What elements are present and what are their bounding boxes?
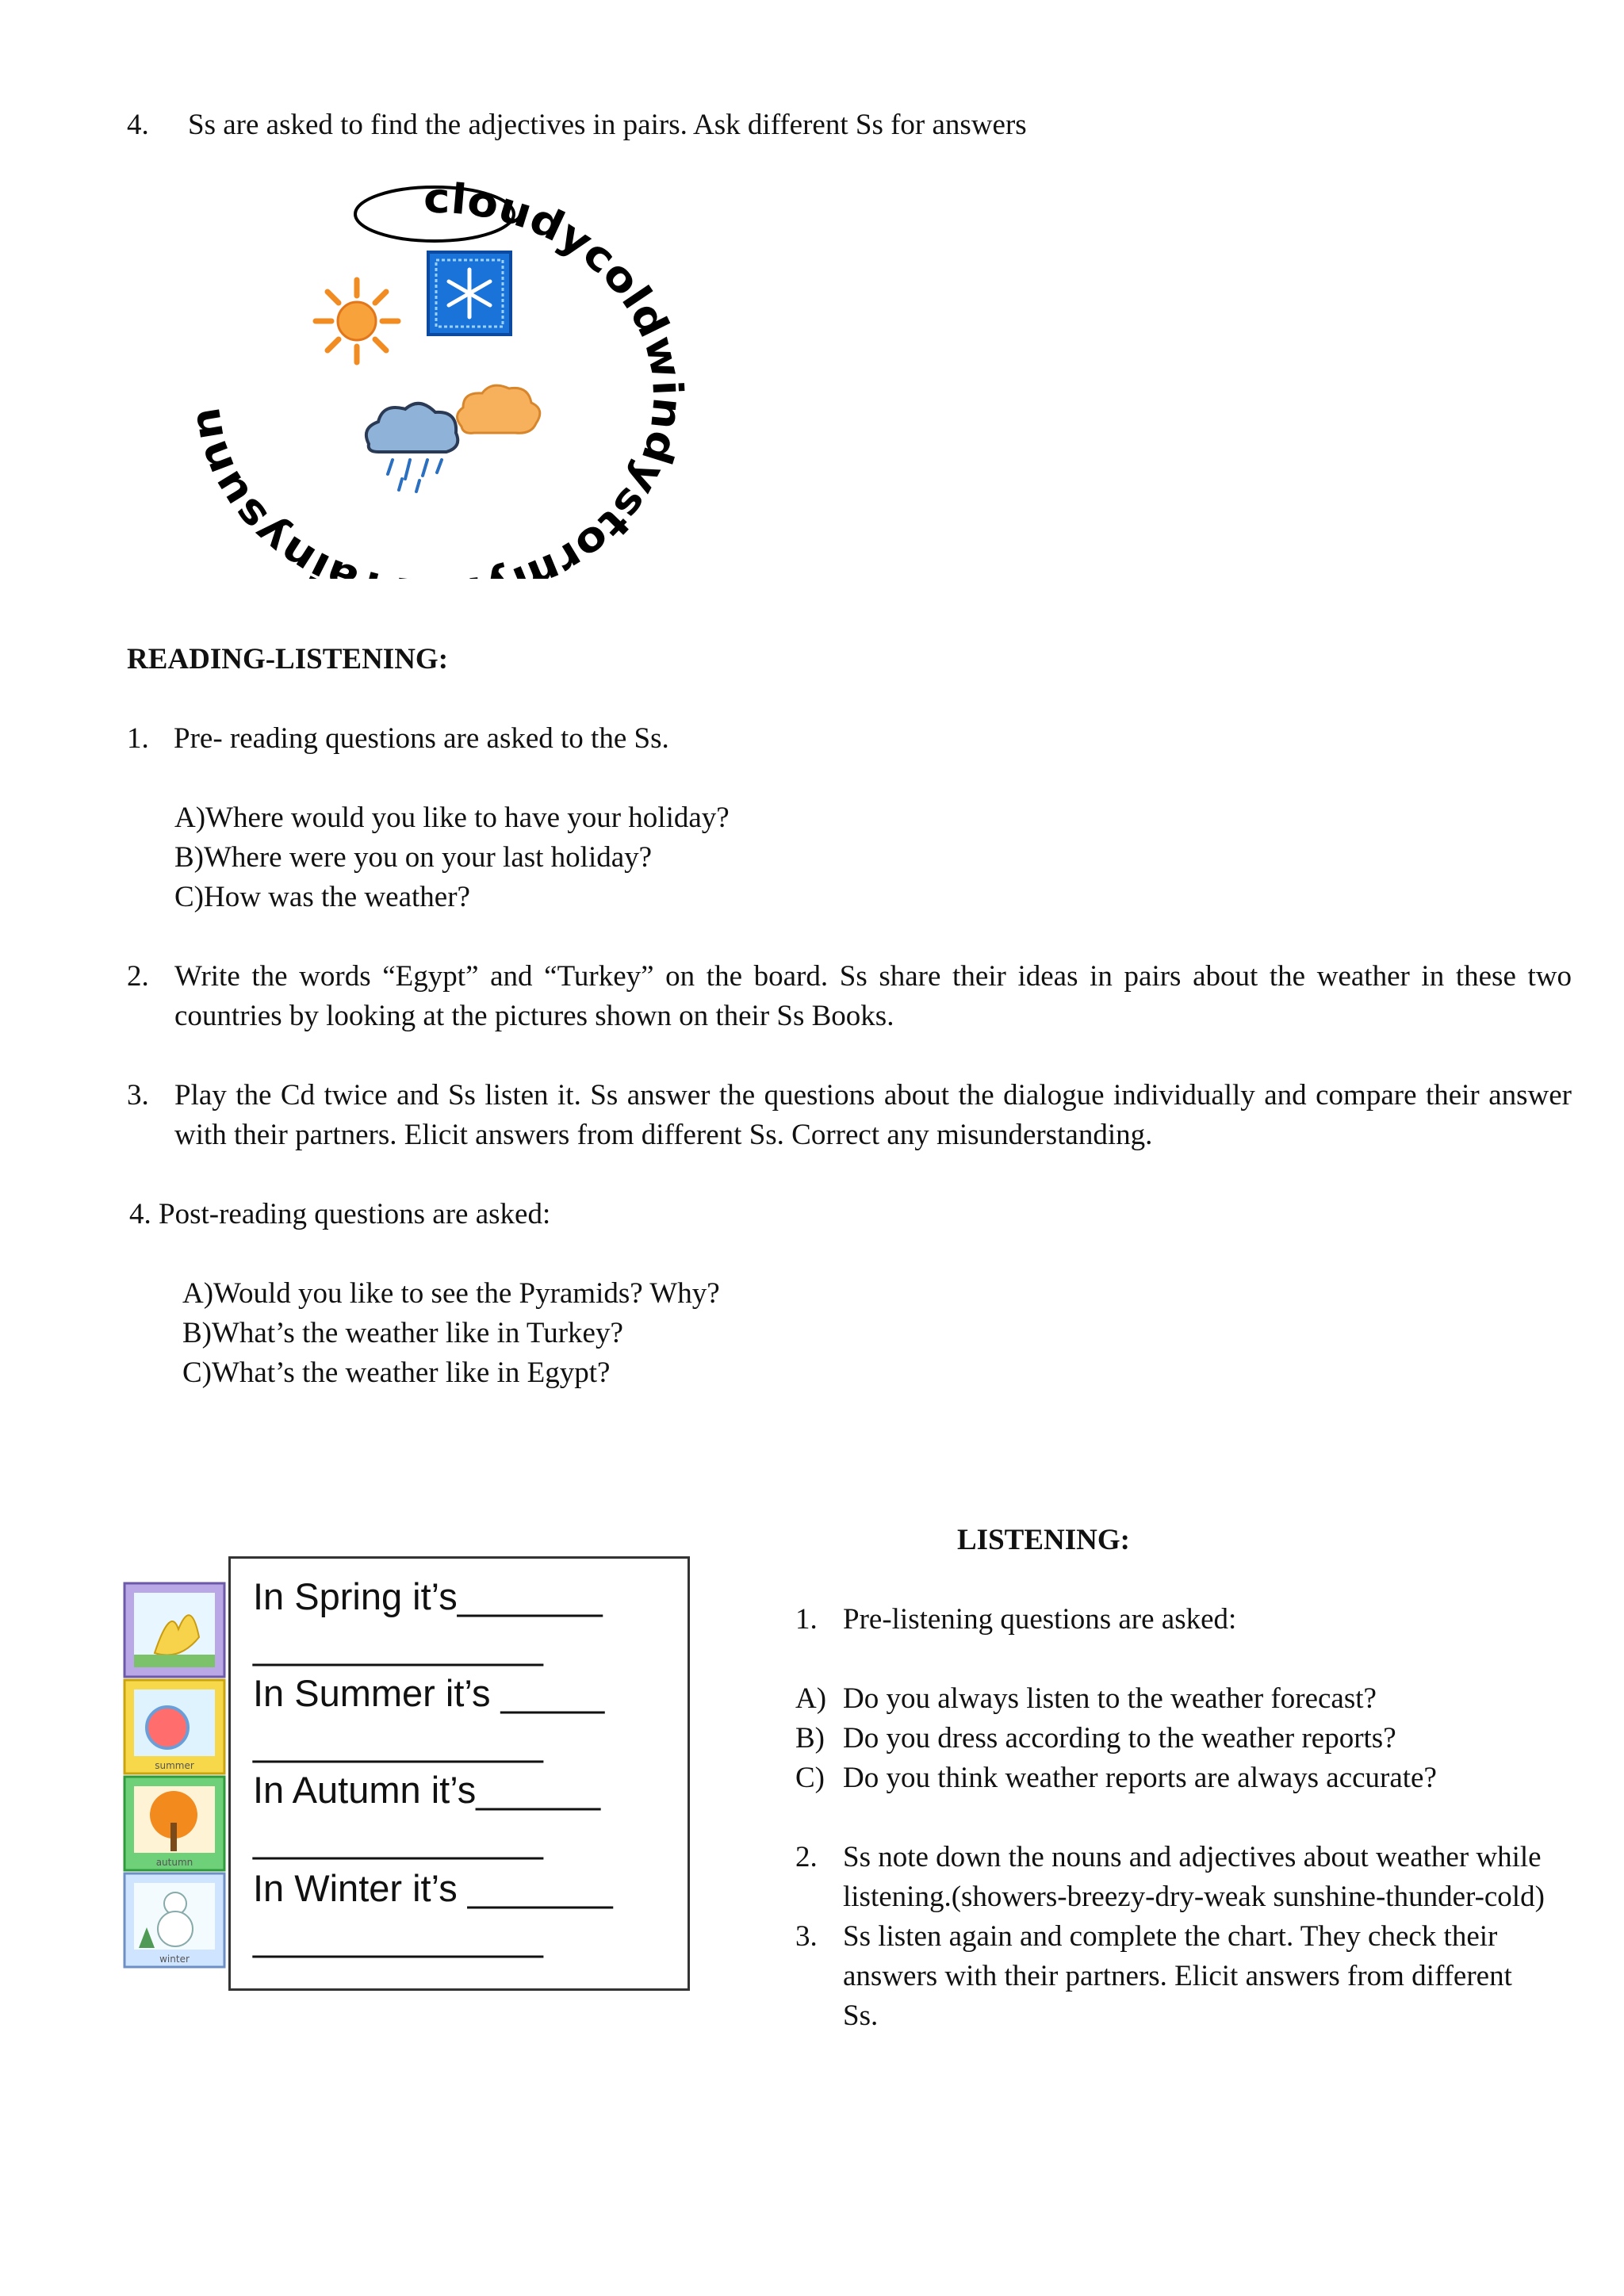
reading-item-4: 4. Post-reading questions are asked: xyxy=(129,1198,551,1230)
reading-item-1-text: Pre- reading questions are asked to the Ss. xyxy=(174,722,669,755)
snowflake-icon xyxy=(428,252,511,335)
autumn-tile-label: autumn xyxy=(155,1857,193,1868)
reading-item-3-text: Play the Cd twice and Ss listen it. Ss answer the questions about the dialogue individually and compare their answer with their partners. Elicit answers from different Ss. Correct any misunderstanding. xyxy=(174,1079,1572,1151)
reading-item-2-number: 2. xyxy=(127,960,149,993)
listening-item-3-line: answers with their partners. Elicit answers from different xyxy=(843,1960,1512,1992)
word-ring-text xyxy=(174,159,691,579)
season-line: In Autumn it’s______ xyxy=(253,1769,601,1811)
post-reading-question: C)What’s the weather like in Egypt? xyxy=(182,1357,611,1389)
summer-tile-label: summer xyxy=(155,1760,194,1771)
winter-tile-icon xyxy=(124,1873,224,1967)
reading-item-1-number: 1. xyxy=(127,722,149,755)
intro-number: 4. xyxy=(127,109,149,141)
listening-item-2-line: listening.(showers-breezy-dry-weak sunshine-thunder-cold) xyxy=(843,1881,1545,1913)
pre-listening-question-letter: C) xyxy=(795,1762,825,1794)
season-line: ______________ xyxy=(253,1721,543,1763)
season-tiles xyxy=(123,1582,226,1986)
listening-item-3-number: 3. xyxy=(795,1920,818,1953)
reading-heading: READING-LISTENING: xyxy=(127,643,449,675)
sun-icon xyxy=(316,280,398,362)
pre-listening-question-text: Do you dress according to the weather reports? xyxy=(843,1722,1396,1755)
season-line: ______________ xyxy=(253,1818,543,1860)
intro-item xyxy=(127,105,1158,145)
listening-item-2-line: Ss note down the nouns and adjectives about weather while xyxy=(843,1841,1542,1873)
autumn-tile-icon xyxy=(124,1777,224,1870)
pre-reading-question: B)Where were you on your last holiday? xyxy=(174,841,653,874)
pre-listening-question-letter: B) xyxy=(795,1722,825,1755)
pre-listening-question-letter: A) xyxy=(795,1682,827,1715)
word-circle-figure xyxy=(174,159,698,579)
cloud-icon xyxy=(457,385,539,433)
season-line: ______________ xyxy=(253,1624,543,1667)
summer-tile-icon xyxy=(124,1680,224,1774)
word-ring-textpath: cloudycoldwindystorm ainysunn xyxy=(182,174,691,579)
rain-cloud-icon xyxy=(366,404,458,492)
winter-tile-label: winter xyxy=(159,1954,190,1965)
listening-item-3-line: Ss listen again and complete the chart. They check their xyxy=(843,1920,1498,1953)
season-line: In Spring it’s_______ xyxy=(253,1575,603,1617)
intro-text: Ss are asked to find the adjectives in pairs. Ask different Ss for answers xyxy=(188,109,1027,141)
pre-listening-question-text: Do you always listen to the weather forecast? xyxy=(843,1682,1377,1715)
reading-item-3-number: 3. xyxy=(127,1079,149,1112)
word-circle-graphic xyxy=(174,159,698,579)
listening-heading: LISTENING: xyxy=(957,1524,1130,1556)
listening-item-3-line: Ss. xyxy=(843,1999,879,2032)
listening-item-1-text: Pre-listening questions are asked: xyxy=(843,1603,1237,1636)
pre-reading-question: C)How was the weather? xyxy=(174,881,470,913)
post-reading-question: A)Would you like to see the Pyramids? Why? xyxy=(182,1277,720,1310)
season-line: In Summer it’s _____ xyxy=(253,1672,605,1714)
listening-item-2-number: 2. xyxy=(795,1841,818,1873)
reading-item-1 xyxy=(127,719,1554,759)
pre-reading-question: A)Where would you like to have your holiday? xyxy=(174,802,730,834)
listening-item-1-number: 1. xyxy=(795,1603,818,1636)
reading-item-2-text: Write the words “Egypt” and “Turkey” on the board. Ss share their ideas in pairs about the weather in these two countries by looking at the pictures shown on their Ss Books. xyxy=(174,960,1572,1032)
spring-tile-icon xyxy=(124,1583,224,1677)
season-line: ______________ xyxy=(253,1916,543,1958)
pre-listening-question-text: Do you think weather reports are always accurate? xyxy=(843,1762,1437,1794)
season-line: In Winter it’s _______ xyxy=(253,1867,613,1909)
post-reading-question: B)What’s the weather like in Turkey? xyxy=(182,1317,623,1349)
seasons-chart-box xyxy=(228,1556,690,1991)
